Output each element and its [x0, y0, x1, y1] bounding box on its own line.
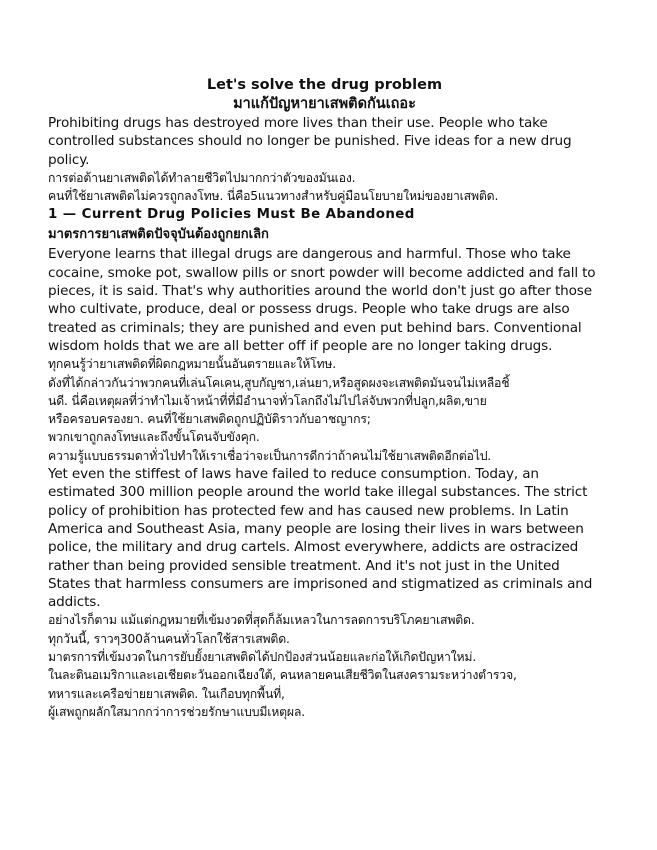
paragraph-thai-line: อย่างไรก็ตาม แม้แต่กฎหมายที่เข้มงวดที่สุดก็ล้มเหลวในการลดการบริโภคยาเสพติด. [48, 613, 475, 628]
paragraph-english: Yet even the stiffest of laws have failed to reduce consumption. Today, an estimated 300 million people around the world take illegal substances. The strict policy of prohibition has protected few and has caused new problems. In Latin America and Southeast Asia, many people are losing their lives in wars between police, the military and drug cartels. Almost everywhere, addicts are ostracized rather than being provided sensible treatment. And it's not just in the United States that harmless consumers are imprisoned and stigmatized as criminals and addicts. [48, 466, 593, 611]
paragraph-thai-line: มาตรการที่เข้มงวดในการยับยั้งยาเสพติดได้ปกป้องส่วนน้อยและก่อให้เกิดปัญหาใหม่. [48, 650, 477, 665]
intro-thai-line: การต่อต้านยาเสพติดได้ทำลายชีวิตไปมากกว่าตัวของมันเอง. [48, 170, 356, 185]
paragraph-thai-line: ทุกคนรู้ว่ายาเสพติดที่ผิดกฎหมายนั้นอันตรายและให้โทษ. [48, 357, 337, 372]
paragraph-thai-line: นดี. นี่คือเหตุผลที่ว่าทำไมเจ้าหน้าที่ที่มีอำนาจทั่วโลกถึงไม่ไปไล่จับพวกที่ปลูก,ผลิต,ขาย [48, 393, 487, 408]
paragraph-thai-line: ในละตินอเมริกาและเอเชียตะวันออกเฉียงใต้, คนหลายคนเสียชีวิตในสงครามระหว่างตำรวจ, [48, 668, 517, 683]
intro-thai-line: คนที่ใช้ยาเสพติดไม่ควรถูกลงโทษ. นี่คือ5แนวทางสำหรับคู่มือนโยบายใหม่ของยาเสพติด. [48, 189, 499, 204]
paragraph-thai-line: ทหารและเครือข่ายยาเสพติด. ในเกือบทุกพื้นที่, [48, 686, 285, 701]
paragraph-thai-line: ความรู้แบบธรรมดาทั่วไปทำให้เราเชื่อว่าจะเป็นการดีกว่าถ้าคนไม่ใช้ยาเสพติดอีกต่อไป. [48, 448, 492, 463]
paragraph-thai-line: ผู้เสพถูกผลักใสมากกว่าการช่วยรักษาแบบมีเหตุผล. [48, 704, 305, 719]
title-thai: มาแก้ปัญหายาเสพติดกันเถอะ [233, 96, 416, 112]
paragraph-thai-line: หรือครอบครองยา. คนที่ใช้ยาเสพติดถูกปฏิบัติราวกับอาชญากร; [48, 412, 371, 427]
paragraph-thai-line: พวกเขาถูกลงโทษและถึงขั้นโดนจับขังคุก. [48, 430, 260, 445]
paragraph-thai-line: ทุกวันนี้, ราวๆ300ล้านคนทั่วโลกใช้สารเสพติด. [48, 631, 290, 646]
section-heading-thai: มาตรการยาเสพติดปัจจุบันต้องถูกยกเลิก [48, 227, 269, 243]
paragraph-english: Everyone learns that illegal drugs are dangerous and harmful. Those who take cocaine, smoke pot, swallow pills or snort powder will become addicted and fall to pieces, it is said. That's why authorities around the world don't just go after those who cultivate, produce, deal or possess drugs. People who take drugs are also treated as criminals; they are punished and even put behind bars. Conventional wisdom holds that we are all better off if people are no longer taking drugs. [48, 246, 596, 354]
section-heading-english: 1 — Current Drug Policies Must Be Abandoned [48, 207, 415, 223]
paragraph-thai-line: ดังที่ได้กล่าวกันว่าพวกคนที่เล่นโคเคน,สูบกัญชา,เล่นยา,หรือสูดผงจะเสพติดมันจนไม่เหลือชิ้ [48, 375, 510, 390]
intro-english: Prohibiting drugs has destroyed more lives than their use. People who take controlled substances should no longer be punished. Five ideas for a new drug policy. [48, 115, 572, 168]
title-english: Let's solve the drug problem [206, 77, 443, 93]
